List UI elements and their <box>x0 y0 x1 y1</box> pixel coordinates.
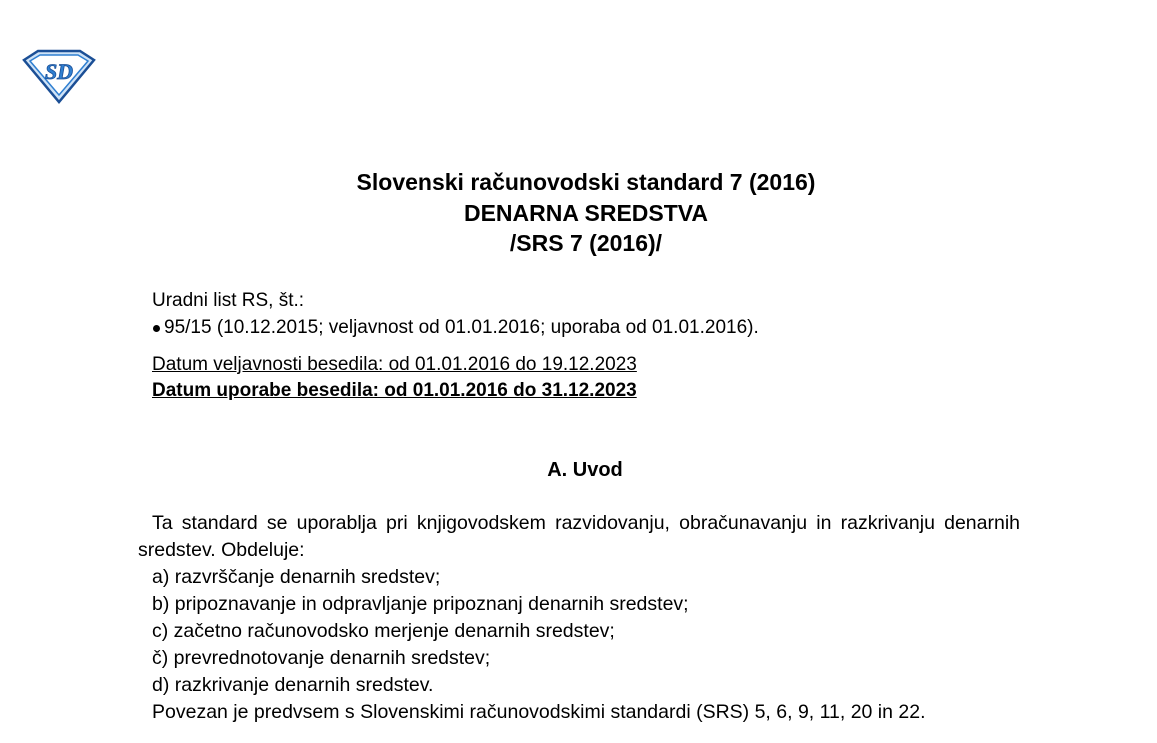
list-item: d) razkrivanje denarnih sredstev. <box>152 674 434 696</box>
title-line-3: /SRS 7 (2016)/ <box>509 230 663 256</box>
gazette-entry: 95/15 (10.12.2015; veljavnost od 01.01.2016; uporaba od 01.01.2016). <box>164 317 759 338</box>
document-title <box>0 167 1157 259</box>
diamond-logo-icon <box>22 48 96 104</box>
related-paragraph: Povezan je predvsem s Slovenskimi računovodskimi standardi (SRS) 5, 6, 9, 11, 20 in 22. <box>152 701 926 723</box>
list-item: b) pripoznavanje in odpravljanje pripoznanj denarnih sredstev; <box>152 593 689 615</box>
intro-paragraph: Ta standard se uporablja pri knjigovodskem razvidovanju, obračunavanju in razkrivanju denarnih sredstev. Obdeluje: <box>138 512 1020 561</box>
validity-date: Datum veljavnosti besedila: od 01.01.2016 do 19.12.2023 <box>152 354 637 375</box>
title-line-2: DENARNA SREDSTVA <box>463 199 709 226</box>
publication-info <box>152 287 759 341</box>
title-line-1: Slovenski računovodski standard 7 (2016) <box>356 169 816 195</box>
list-item: č) prevrednotovanje denarnih sredstev; <box>152 647 491 669</box>
list-item: a) razvrščanje denarnih sredstev; <box>152 566 441 588</box>
list-item: c) začetno računovodsko merjenje denarnih sredstev; <box>152 620 615 642</box>
gazette-label: Uradni list RS, št.: <box>152 290 305 311</box>
section-heading: A. Uvod <box>547 459 623 481</box>
validity-dates <box>152 352 637 404</box>
publisher-logo <box>22 48 96 104</box>
application-date: Datum uporabe besedila: od 01.01.2016 do 31.12.2023 <box>152 380 637 401</box>
bullet-icon <box>153 325 160 332</box>
section-body <box>138 510 1020 726</box>
gazette-entry-row <box>152 314 759 341</box>
logo-text: SD <box>44 59 74 84</box>
